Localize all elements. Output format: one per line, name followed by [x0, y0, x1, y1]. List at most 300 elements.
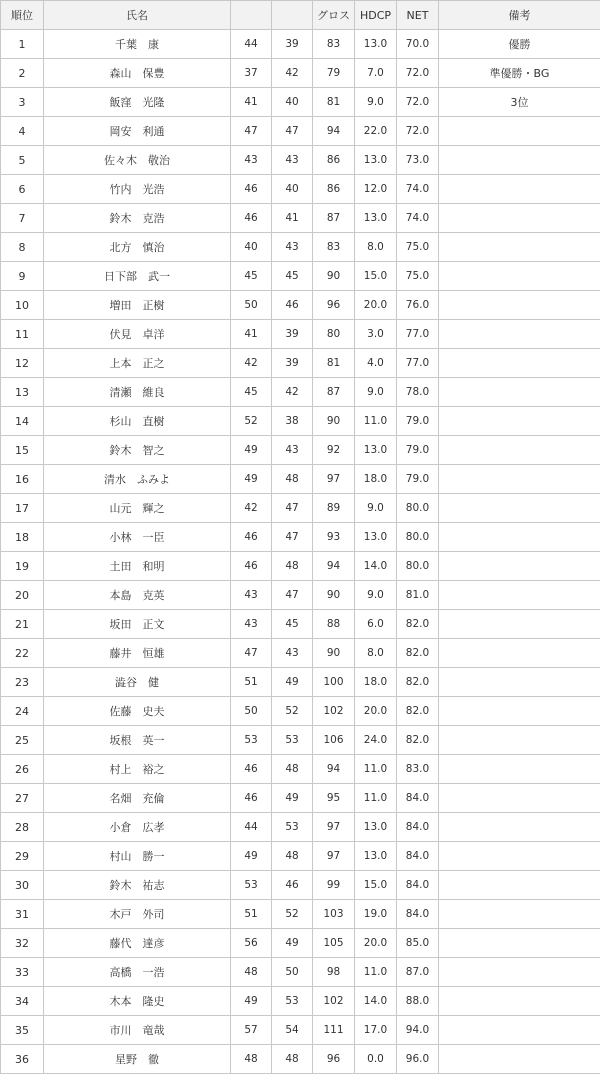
gross-cell: 102 — [313, 697, 355, 726]
gross-cell: 90 — [313, 262, 355, 291]
remarks-cell — [439, 204, 600, 233]
name-cell: 千葉 康 — [44, 30, 231, 59]
in-score-cell: 50 — [272, 958, 313, 987]
rank-cell: 21 — [1, 610, 44, 639]
table-row — [1, 871, 600, 900]
name-cell: 村上 裕之 — [44, 755, 231, 784]
out-score-cell: 44 — [231, 30, 272, 59]
in-score-cell: 53 — [272, 726, 313, 755]
name-cell: 清瀬 維良 — [44, 378, 231, 407]
net-cell: 84.0 — [397, 813, 439, 842]
gross-cell: 111 — [313, 1016, 355, 1045]
name-cell: 増田 正樹 — [44, 291, 231, 320]
rank-cell: 7 — [1, 204, 44, 233]
out-score-cell: 49 — [231, 987, 272, 1016]
table-row — [1, 668, 600, 697]
remarks-cell — [439, 726, 600, 755]
in-score-cell: 39 — [272, 349, 313, 378]
in-score-cell: 39 — [272, 30, 313, 59]
name-cell: 杉山 直樹 — [44, 407, 231, 436]
table-row — [1, 349, 600, 378]
out-score-cell: 49 — [231, 842, 272, 871]
net-cell: 81.0 — [397, 581, 439, 610]
remarks-cell: 優勝 — [439, 30, 600, 59]
name-cell: 小倉 広孝 — [44, 813, 231, 842]
net-cell: 78.0 — [397, 378, 439, 407]
table-row — [1, 436, 600, 465]
remarks-cell — [439, 929, 600, 958]
gross-cell: 87 — [313, 378, 355, 407]
rank-cell: 30 — [1, 871, 44, 900]
remarks-cell: 準優勝・BG — [439, 59, 600, 88]
net-cell: 75.0 — [397, 262, 439, 291]
hdcp-cell: 20.0 — [355, 291, 397, 320]
name-cell: 伏見 卓洋 — [44, 320, 231, 349]
in-score-cell: 46 — [272, 871, 313, 900]
in-score-cell: 45 — [272, 610, 313, 639]
out-score-cell: 42 — [231, 494, 272, 523]
gross-cell: 90 — [313, 639, 355, 668]
gross-cell: 89 — [313, 494, 355, 523]
gross-cell: 96 — [313, 1045, 355, 1074]
out-score-cell: 49 — [231, 436, 272, 465]
rank-cell: 19 — [1, 552, 44, 581]
net-cell: 80.0 — [397, 552, 439, 581]
in-score-cell: 42 — [272, 59, 313, 88]
rank-cell: 29 — [1, 842, 44, 871]
in-score-cell: 48 — [272, 465, 313, 494]
header-gross: グロス — [313, 1, 355, 30]
hdcp-cell: 18.0 — [355, 465, 397, 494]
in-score-cell: 38 — [272, 407, 313, 436]
name-cell: 北方 慎治 — [44, 233, 231, 262]
out-score-cell: 46 — [231, 552, 272, 581]
table-row — [1, 146, 600, 175]
table-row — [1, 958, 600, 987]
rank-cell: 31 — [1, 900, 44, 929]
out-score-cell: 40 — [231, 233, 272, 262]
out-score-cell: 57 — [231, 1016, 272, 1045]
remarks-cell: 3位 — [439, 88, 600, 117]
rank-cell: 13 — [1, 378, 44, 407]
hdcp-cell: 22.0 — [355, 117, 397, 146]
net-cell: 84.0 — [397, 784, 439, 813]
in-score-cell: 39 — [272, 320, 313, 349]
remarks-cell — [439, 755, 600, 784]
table-row — [1, 378, 600, 407]
rank-cell: 35 — [1, 1016, 44, 1045]
table-row — [1, 291, 600, 320]
net-cell: 82.0 — [397, 639, 439, 668]
name-cell: 本島 克英 — [44, 581, 231, 610]
table-row — [1, 204, 600, 233]
hdcp-cell: 20.0 — [355, 697, 397, 726]
rank-cell: 24 — [1, 697, 44, 726]
table-row — [1, 175, 600, 204]
net-cell: 70.0 — [397, 30, 439, 59]
remarks-cell — [439, 1016, 600, 1045]
name-cell: 山元 輝之 — [44, 494, 231, 523]
remarks-cell — [439, 494, 600, 523]
remarks-cell — [439, 639, 600, 668]
hdcp-cell: 0.0 — [355, 1045, 397, 1074]
remarks-cell — [439, 871, 600, 900]
remarks-cell — [439, 465, 600, 494]
table-row — [1, 900, 600, 929]
table-row — [1, 494, 600, 523]
hdcp-cell: 6.0 — [355, 610, 397, 639]
name-cell: 市川 竜哉 — [44, 1016, 231, 1045]
name-cell: 星野 徹 — [44, 1045, 231, 1074]
table-row — [1, 697, 600, 726]
net-cell: 84.0 — [397, 900, 439, 929]
table-row — [1, 755, 600, 784]
table-row — [1, 639, 600, 668]
name-cell: 飯窪 光隆 — [44, 88, 231, 117]
table-row — [1, 726, 600, 755]
net-cell: 72.0 — [397, 117, 439, 146]
gross-cell: 86 — [313, 175, 355, 204]
net-cell: 74.0 — [397, 204, 439, 233]
rank-cell: 12 — [1, 349, 44, 378]
net-cell: 94.0 — [397, 1016, 439, 1045]
rank-cell: 1 — [1, 30, 44, 59]
remarks-cell — [439, 117, 600, 146]
name-cell: 日下部 武一 — [44, 262, 231, 291]
header-rank: 順位 — [1, 1, 44, 30]
gross-cell: 98 — [313, 958, 355, 987]
hdcp-cell: 9.0 — [355, 494, 397, 523]
hdcp-cell: 17.0 — [355, 1016, 397, 1045]
net-cell: 74.0 — [397, 175, 439, 204]
gross-cell: 94 — [313, 552, 355, 581]
gross-cell: 94 — [313, 755, 355, 784]
net-cell: 82.0 — [397, 726, 439, 755]
rank-cell: 5 — [1, 146, 44, 175]
out-score-cell: 47 — [231, 117, 272, 146]
hdcp-cell: 9.0 — [355, 88, 397, 117]
remarks-cell — [439, 842, 600, 871]
out-score-cell: 41 — [231, 320, 272, 349]
gross-cell: 86 — [313, 146, 355, 175]
gross-cell: 90 — [313, 407, 355, 436]
out-score-cell: 42 — [231, 349, 272, 378]
net-cell: 82.0 — [397, 610, 439, 639]
hdcp-cell: 18.0 — [355, 668, 397, 697]
in-score-cell: 40 — [272, 175, 313, 204]
name-cell: 村山 勝一 — [44, 842, 231, 871]
gross-cell: 99 — [313, 871, 355, 900]
hdcp-cell: 15.0 — [355, 871, 397, 900]
remarks-cell — [439, 581, 600, 610]
remarks-cell — [439, 784, 600, 813]
out-score-cell: 48 — [231, 1045, 272, 1074]
rank-cell: 4 — [1, 117, 44, 146]
out-score-cell: 43 — [231, 610, 272, 639]
table-row — [1, 784, 600, 813]
rank-cell: 36 — [1, 1045, 44, 1074]
hdcp-cell: 9.0 — [355, 581, 397, 610]
hdcp-cell: 11.0 — [355, 755, 397, 784]
rank-cell: 8 — [1, 233, 44, 262]
table-row — [1, 1045, 600, 1074]
hdcp-cell: 14.0 — [355, 987, 397, 1016]
out-score-cell: 45 — [231, 262, 272, 291]
gross-cell: 97 — [313, 813, 355, 842]
gross-cell: 103 — [313, 900, 355, 929]
rank-cell: 6 — [1, 175, 44, 204]
out-score-cell: 46 — [231, 523, 272, 552]
remarks-cell — [439, 262, 600, 291]
rank-cell: 9 — [1, 262, 44, 291]
rank-cell: 14 — [1, 407, 44, 436]
name-cell: 上本 正之 — [44, 349, 231, 378]
net-cell: 77.0 — [397, 349, 439, 378]
in-score-cell: 53 — [272, 987, 313, 1016]
name-cell: 鈴木 祐志 — [44, 871, 231, 900]
net-cell: 72.0 — [397, 59, 439, 88]
net-cell: 79.0 — [397, 436, 439, 465]
rank-cell: 28 — [1, 813, 44, 842]
out-score-cell: 53 — [231, 726, 272, 755]
name-cell: 澁谷 健 — [44, 668, 231, 697]
hdcp-cell: 13.0 — [355, 523, 397, 552]
hdcp-cell: 11.0 — [355, 958, 397, 987]
net-cell: 76.0 — [397, 291, 439, 320]
header-row — [1, 1, 600, 30]
rank-cell: 20 — [1, 581, 44, 610]
net-cell: 80.0 — [397, 494, 439, 523]
in-score-cell: 45 — [272, 262, 313, 291]
table-row — [1, 929, 600, 958]
hdcp-cell: 13.0 — [355, 842, 397, 871]
gross-cell: 80 — [313, 320, 355, 349]
table-row — [1, 552, 600, 581]
in-score-cell: 49 — [272, 784, 313, 813]
out-score-cell: 51 — [231, 900, 272, 929]
table-row — [1, 320, 600, 349]
remarks-cell — [439, 552, 600, 581]
name-cell: 鈴木 克浩 — [44, 204, 231, 233]
table-row — [1, 465, 600, 494]
hdcp-cell: 11.0 — [355, 407, 397, 436]
hdcp-cell: 11.0 — [355, 784, 397, 813]
name-cell: 名畑 充倫 — [44, 784, 231, 813]
hdcp-cell: 13.0 — [355, 146, 397, 175]
name-cell: 藤井 恒雄 — [44, 639, 231, 668]
table-row — [1, 233, 600, 262]
net-cell: 80.0 — [397, 523, 439, 552]
in-score-cell: 40 — [272, 88, 313, 117]
net-cell: 82.0 — [397, 668, 439, 697]
rank-cell: 10 — [1, 291, 44, 320]
out-score-cell: 50 — [231, 291, 272, 320]
remarks-cell — [439, 146, 600, 175]
in-score-cell: 48 — [272, 842, 313, 871]
rank-cell: 22 — [1, 639, 44, 668]
out-score-cell: 46 — [231, 755, 272, 784]
gross-cell: 90 — [313, 581, 355, 610]
hdcp-cell: 13.0 — [355, 204, 397, 233]
name-cell: 藤代 達彦 — [44, 929, 231, 958]
remarks-cell — [439, 175, 600, 204]
out-score-cell: 46 — [231, 784, 272, 813]
name-cell: 坂田 正文 — [44, 610, 231, 639]
in-score-cell: 53 — [272, 813, 313, 842]
name-cell: 森山 保豊 — [44, 59, 231, 88]
net-cell: 87.0 — [397, 958, 439, 987]
rank-cell: 17 — [1, 494, 44, 523]
header-name: 氏名 — [44, 1, 231, 30]
net-cell: 84.0 — [397, 871, 439, 900]
hdcp-cell: 9.0 — [355, 378, 397, 407]
rank-cell: 16 — [1, 465, 44, 494]
out-score-cell: 43 — [231, 146, 272, 175]
net-cell: 79.0 — [397, 465, 439, 494]
net-cell: 77.0 — [397, 320, 439, 349]
header-remarks: 備考 — [439, 1, 600, 30]
rank-cell: 32 — [1, 929, 44, 958]
in-score-cell: 48 — [272, 552, 313, 581]
remarks-cell — [439, 1045, 600, 1074]
gross-cell: 79 — [313, 59, 355, 88]
in-score-cell: 48 — [272, 755, 313, 784]
name-cell: 坂根 英一 — [44, 726, 231, 755]
gross-cell: 94 — [313, 117, 355, 146]
gross-cell: 92 — [313, 436, 355, 465]
hdcp-cell: 20.0 — [355, 929, 397, 958]
name-cell: 清水 ふみよ — [44, 465, 231, 494]
remarks-cell — [439, 233, 600, 262]
header-hdcp: HDCP — [355, 1, 397, 30]
out-score-cell: 43 — [231, 581, 272, 610]
remarks-cell — [439, 610, 600, 639]
name-cell: 佐々木 敬治 — [44, 146, 231, 175]
table-row — [1, 987, 600, 1016]
hdcp-cell: 24.0 — [355, 726, 397, 755]
name-cell: 木本 隆史 — [44, 987, 231, 1016]
out-score-cell: 52 — [231, 407, 272, 436]
remarks-cell — [439, 958, 600, 987]
hdcp-cell: 4.0 — [355, 349, 397, 378]
name-cell: 佐藤 史夫 — [44, 697, 231, 726]
in-score-cell: 47 — [272, 523, 313, 552]
out-score-cell: 46 — [231, 204, 272, 233]
name-cell: 岡安 利通 — [44, 117, 231, 146]
net-cell: 96.0 — [397, 1045, 439, 1074]
table-row — [1, 523, 600, 552]
net-cell: 85.0 — [397, 929, 439, 958]
out-score-cell: 37 — [231, 59, 272, 88]
remarks-cell — [439, 291, 600, 320]
in-score-cell: 43 — [272, 146, 313, 175]
hdcp-cell: 19.0 — [355, 900, 397, 929]
name-cell: 竹内 光浩 — [44, 175, 231, 204]
hdcp-cell: 13.0 — [355, 436, 397, 465]
gross-cell: 81 — [313, 349, 355, 378]
remarks-cell — [439, 349, 600, 378]
hdcp-cell: 7.0 — [355, 59, 397, 88]
net-cell: 73.0 — [397, 146, 439, 175]
gross-cell: 102 — [313, 987, 355, 1016]
rank-cell: 23 — [1, 668, 44, 697]
rank-cell: 33 — [1, 958, 44, 987]
gross-cell: 100 — [313, 668, 355, 697]
gross-cell: 81 — [313, 88, 355, 117]
out-score-cell: 53 — [231, 871, 272, 900]
in-score-cell: 42 — [272, 378, 313, 407]
remarks-cell — [439, 668, 600, 697]
out-score-cell: 46 — [231, 175, 272, 204]
name-cell: 土田 和明 — [44, 552, 231, 581]
out-score-cell: 51 — [231, 668, 272, 697]
in-score-cell: 47 — [272, 494, 313, 523]
out-score-cell: 45 — [231, 378, 272, 407]
out-score-cell: 47 — [231, 639, 272, 668]
in-score-cell: 43 — [272, 233, 313, 262]
name-cell: 小林 一臣 — [44, 523, 231, 552]
table-row — [1, 88, 600, 117]
gross-cell: 97 — [313, 465, 355, 494]
name-cell: 鈴木 智之 — [44, 436, 231, 465]
header-out — [231, 1, 272, 30]
in-score-cell: 54 — [272, 1016, 313, 1045]
remarks-cell — [439, 987, 600, 1016]
net-cell: 72.0 — [397, 88, 439, 117]
remarks-cell — [439, 523, 600, 552]
hdcp-cell: 13.0 — [355, 30, 397, 59]
table-row — [1, 581, 600, 610]
header-net: NET — [397, 1, 439, 30]
net-cell: 79.0 — [397, 407, 439, 436]
table-row — [1, 813, 600, 842]
net-cell: 83.0 — [397, 755, 439, 784]
remarks-cell — [439, 697, 600, 726]
table-row — [1, 117, 600, 146]
remarks-cell — [439, 813, 600, 842]
hdcp-cell: 13.0 — [355, 813, 397, 842]
rank-cell: 18 — [1, 523, 44, 552]
net-cell: 75.0 — [397, 233, 439, 262]
rank-cell: 27 — [1, 784, 44, 813]
gross-cell: 106 — [313, 726, 355, 755]
net-cell: 84.0 — [397, 842, 439, 871]
gross-cell: 96 — [313, 291, 355, 320]
hdcp-cell: 3.0 — [355, 320, 397, 349]
in-score-cell: 52 — [272, 900, 313, 929]
name-cell: 高橋 一浩 — [44, 958, 231, 987]
table-row — [1, 407, 600, 436]
in-score-cell: 47 — [272, 581, 313, 610]
hdcp-cell: 8.0 — [355, 639, 397, 668]
header-in — [272, 1, 313, 30]
gross-cell: 87 — [313, 204, 355, 233]
rank-cell: 25 — [1, 726, 44, 755]
in-score-cell: 49 — [272, 929, 313, 958]
out-score-cell: 50 — [231, 697, 272, 726]
in-score-cell: 43 — [272, 436, 313, 465]
name-cell: 木戸 外司 — [44, 900, 231, 929]
in-score-cell: 48 — [272, 1045, 313, 1074]
rank-cell: 15 — [1, 436, 44, 465]
table-row — [1, 262, 600, 291]
in-score-cell: 47 — [272, 117, 313, 146]
rank-cell: 3 — [1, 88, 44, 117]
rank-cell: 34 — [1, 987, 44, 1016]
hdcp-cell: 8.0 — [355, 233, 397, 262]
remarks-cell — [439, 378, 600, 407]
out-score-cell: 49 — [231, 465, 272, 494]
